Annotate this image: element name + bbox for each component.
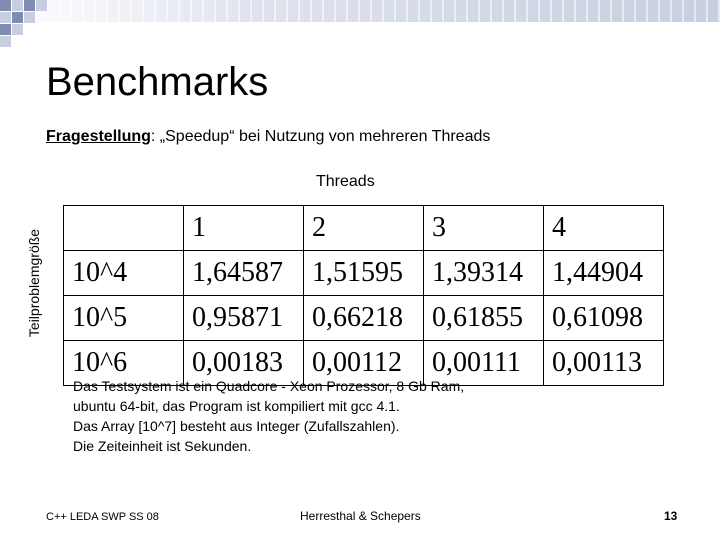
table-cell: 0,00112 bbox=[304, 341, 424, 386]
header-stripe bbox=[0, 0, 720, 22]
table-cell: 0,00113 bbox=[544, 341, 664, 386]
table-cell: 1,44904 bbox=[544, 251, 664, 296]
question-line bbox=[46, 127, 490, 147]
table-cell: 0,66218 bbox=[304, 296, 424, 341]
deco-square bbox=[12, 0, 23, 11]
deco-square bbox=[0, 24, 11, 35]
deco-square bbox=[24, 0, 35, 11]
deco-square bbox=[12, 12, 23, 23]
footer-authors: Herresthal & Schepers bbox=[300, 509, 421, 523]
deco-square bbox=[24, 12, 35, 23]
header-cell bbox=[64, 206, 184, 251]
row-label-cell: 10^6 bbox=[64, 341, 184, 386]
slide-title: Benchmarks bbox=[46, 60, 269, 104]
table-cell: 1,64587 bbox=[184, 251, 304, 296]
threads-label: Threads bbox=[316, 173, 375, 190]
system-note bbox=[73, 376, 464, 456]
row-label-cell: 10^4 bbox=[64, 251, 184, 296]
question-label: Fragestellung bbox=[46, 128, 151, 145]
deco-square bbox=[0, 36, 11, 47]
table-cell: 1,39314 bbox=[424, 251, 544, 296]
table-header-row bbox=[64, 206, 664, 251]
header-cell: 2 bbox=[304, 206, 424, 251]
header-cell: 1 bbox=[184, 206, 304, 251]
table-row bbox=[64, 296, 664, 341]
table-row bbox=[64, 251, 664, 296]
table-cell: 0,00111 bbox=[424, 341, 544, 386]
side-label-text: Teilproblemgröße bbox=[26, 228, 42, 337]
side-label bbox=[24, 210, 44, 355]
note-line: Das Testsystem ist ein Quadcore - Xeon Prozessor, 8 Gb Ram, bbox=[73, 378, 465, 394]
note-line: ubuntu 64-bit, das Program ist kompiliert mit gcc 4.1. bbox=[73, 398, 400, 414]
note-line: Das Array [10^7] besteht aus Integer (Zufallszahlen). bbox=[73, 418, 400, 434]
row-label-cell: 10^5 bbox=[64, 296, 184, 341]
note-line: Die Zeiteinheit ist Sekunden. bbox=[73, 438, 252, 454]
deco-square bbox=[36, 0, 47, 11]
deco-square bbox=[0, 0, 11, 11]
table-cell: 0,61098 bbox=[544, 296, 664, 341]
header-cell: 4 bbox=[544, 206, 664, 251]
benchmark-table bbox=[63, 205, 664, 386]
table-cell: 0,00183 bbox=[184, 341, 304, 386]
footer-course: C++ LEDA SWP SS 08 bbox=[46, 511, 159, 523]
page-number: 13 bbox=[664, 509, 678, 523]
table-cell: 0,95871 bbox=[184, 296, 304, 341]
deco-square bbox=[0, 12, 11, 23]
deco-square bbox=[12, 24, 23, 35]
question-text: : „Speedup“ bei Nutzung von mehreren Threads bbox=[150, 128, 491, 145]
table-cell: 1,51595 bbox=[304, 251, 424, 296]
header-cell: 3 bbox=[424, 206, 544, 251]
table-cell: 0,61855 bbox=[424, 296, 544, 341]
